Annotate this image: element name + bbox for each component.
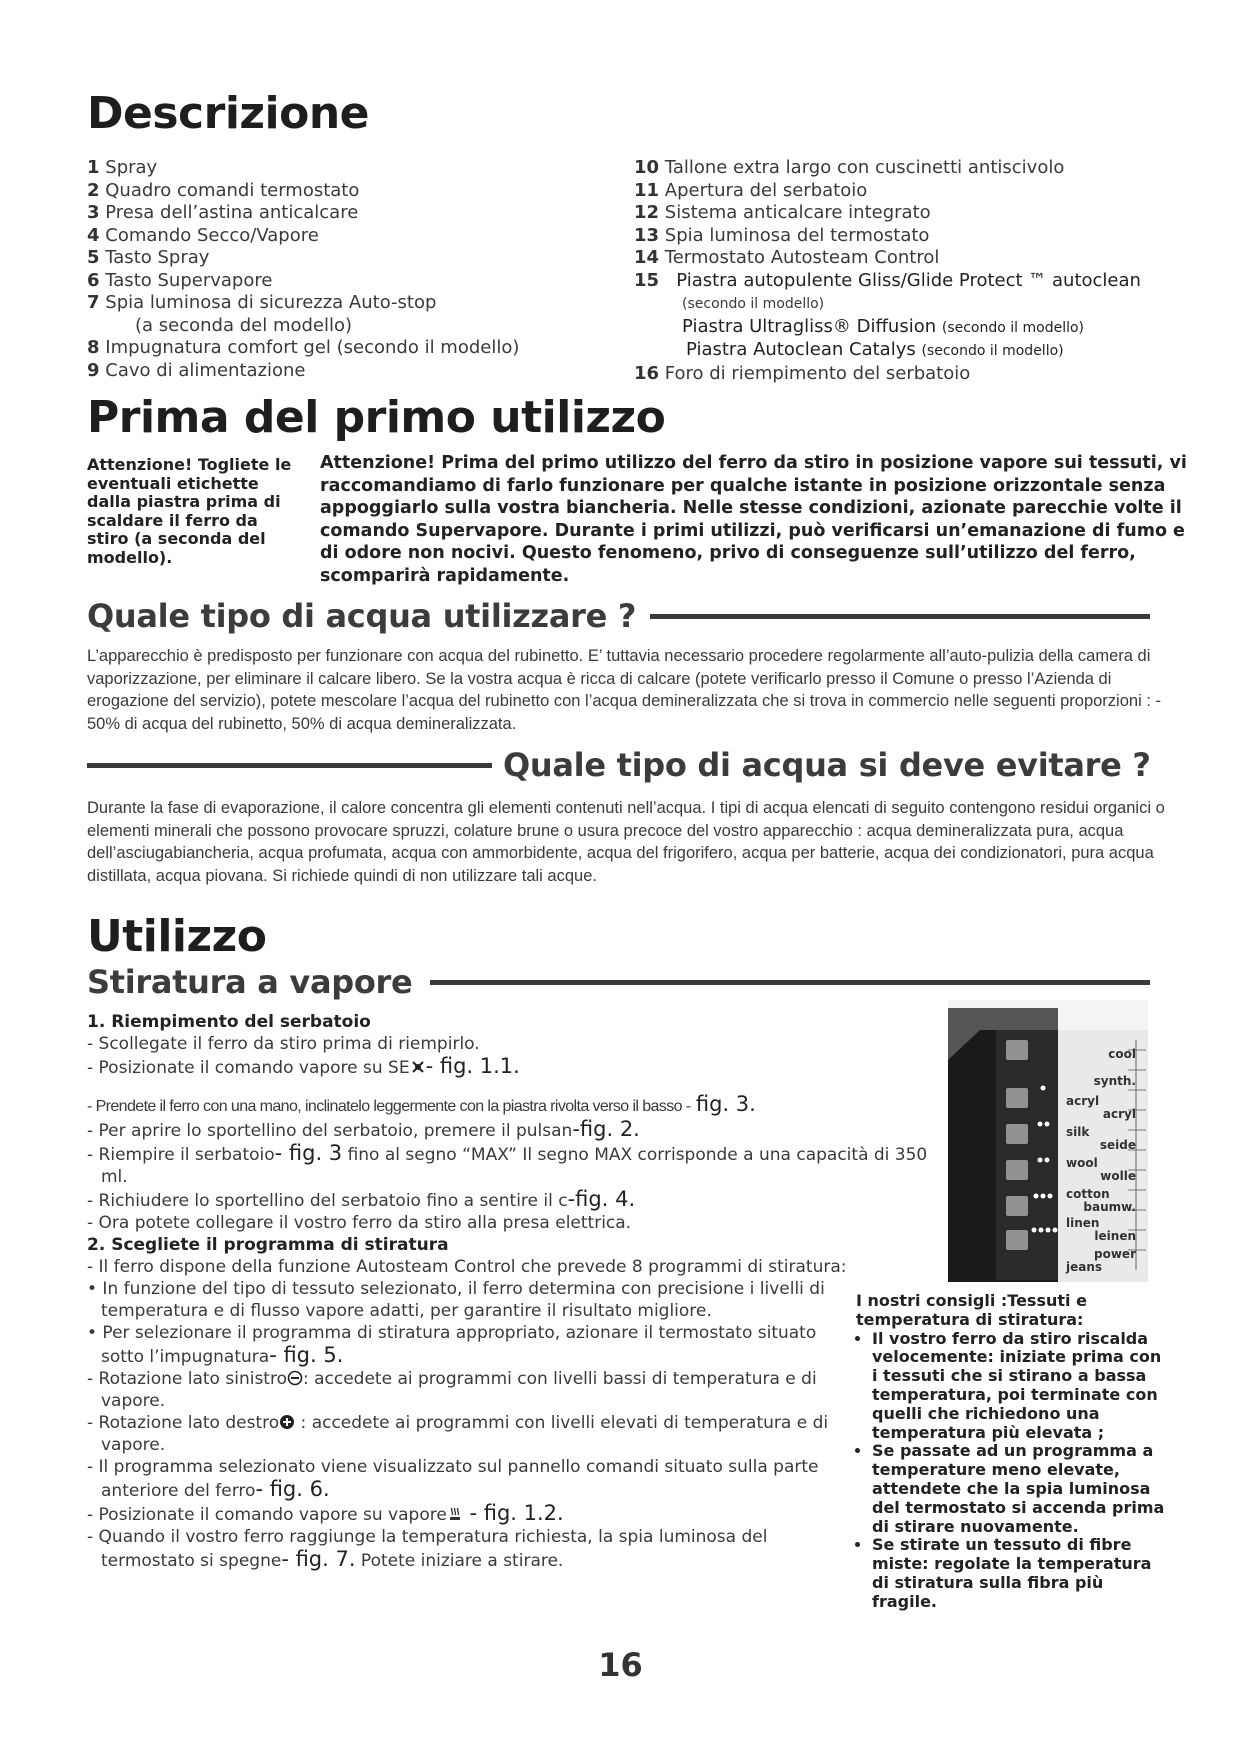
subtitle-stiratura: Stiratura a vapore: [87, 963, 413, 1001]
step-line: • Per selezionare il programma di stiratura appropriato, azionare il termostato situato: [87, 1323, 817, 1343]
tip-item: • Se stirate un tessuto di fibre miste: regolate la temperatura di stiratura sulla fibra più fragile.: [872, 1536, 1166, 1611]
list-item: Piastra Ultragliss® Diffusion (secondo il modello): [682, 315, 1085, 337]
description-list-right: [634, 157, 1194, 385]
minus-circle-icon: [287, 1370, 303, 1386]
title-rule: [87, 763, 492, 768]
list-item: 11 Apertura del serbatoio: [634, 179, 868, 201]
tip-item: • Se passate ad un programma a temperature meno elevate, attendete che la spia luminosa del termostato si accenda prima di stirare nuovamente.: [872, 1442, 1166, 1536]
tips-box: [856, 1292, 1166, 1612]
fabric-label: wool: [1066, 1156, 1098, 1170]
step-line: temperatura e di flusso vapore adatti, per garantire il risultato migliore.: [101, 1301, 712, 1321]
list-item: 14 Termostato Autosteam Control: [634, 247, 940, 268]
step-line: - Per aprire lo sportellino del serbatoio, premere il pulsan-fig. 2.: [87, 1117, 640, 1141]
tips-title: I nostri consigli :Tessuti e temperatura di stiratura:: [856, 1291, 1087, 1329]
plus-circle-icon: [279, 1414, 295, 1430]
steps-block: [87, 1011, 957, 1572]
prima-main-text: Attenzione! Prima del primo utilizzo del ferro da stiro in posizione vapore sui tessuti, vi raccomandiamo di farlo funzionare per qualche istante in posizione orizzontale senza appoggiarlo sulla vostra biancheria. Nelle stesse condizioni, azionate parecchie volte il comando Supervapore. Durante i primi utilizzi, può verificarsi un’emanazione di fumo e di odore non nocivi. Questo fenomeno, privo di conseguenze sull’utilizzo del ferro, scomparirà rapidamente.: [320, 453, 1187, 586]
step-line: - Posizionate il comando vapore su SE - fig. 1.1.: [87, 1054, 520, 1078]
dry-steam-off-icon: [410, 1059, 426, 1075]
fabric-label: cool: [1108, 1047, 1136, 1061]
list-item: 12 Sistema anticalcare integrato: [634, 202, 931, 223]
thermostat-labels: [1066, 1040, 1136, 1273]
section-title-descrizione: Descrizione: [87, 88, 370, 139]
fabric-label: power: [1094, 1247, 1136, 1261]
list-item: 4 Comando Secco/Vapore: [87, 224, 319, 246]
step-line: - Ora potete collegare il vostro ferro da stiro alla presa elettrica.: [87, 1213, 632, 1233]
page-number: 16: [598, 1646, 643, 1684]
list-item: 1 Spray: [87, 157, 158, 178]
prima-side-note: Attenzione! Togliete le eventuali etichette dalla piastra prima di scaldare il ferro da stiro (a seconda del modello).: [87, 455, 292, 567]
step-line: - Quando il vostro ferro raggiunge la temperatura richiesta, la spia luminosa del: [87, 1527, 768, 1547]
list-item: 13 Spia luminosa del termostato: [634, 224, 930, 246]
step-line: - Posizionate il comando vapore su vapore - fig. 1.2.: [87, 1501, 564, 1525]
title-rule: [430, 980, 1150, 985]
tip-item: • Il vostro ferro da stiro riscalda velocemente: iniziate prima con i tessuti che si stirano a bassa temperatura, poi terminate con quelli che richiedono una temperatura più elevata ;: [872, 1330, 1166, 1443]
step-line: - Rotazione lato destro : accedete ai programmi con livelli elevati di temperatura e di: [87, 1413, 829, 1433]
list-item: (secondo il modello): [682, 296, 825, 312]
list-item: (a seconda del modello): [135, 314, 353, 336]
fabric-label: seide: [1099, 1137, 1136, 1152]
fabric-label: synth.: [1093, 1073, 1136, 1088]
list-item: 16 Foro di riempimento del serbatoio: [634, 362, 971, 384]
fabric-label: acryl: [1102, 1106, 1136, 1121]
step-line: - Richiudere lo sportellino del serbatoio fino a sentire il c-fig. 4.: [87, 1187, 636, 1211]
list-item: 2 Quadro comandi termostato: [87, 179, 360, 201]
step-line: termostato si spegne- fig. 7. Potete iniziare a stirare.: [101, 1547, 564, 1571]
list-item: Piastra Autoclean Catalys (secondo il modello): [686, 339, 1064, 360]
list-item: 3 Presa dell’astina anticalcare: [87, 202, 359, 223]
fabric-label: leinen: [1094, 1228, 1136, 1243]
step-line: - Il ferro dispone della funzione Autosteam Control che prevede 8 programmi di stiratura:: [87, 1257, 847, 1277]
fabric-label: baumw.: [1083, 1199, 1136, 1214]
step-line: - Riempire il serbatoio- fig. 3 fino al segno “MAX” Il segno MAX corrisponde a una capacità di 350: [87, 1141, 928, 1165]
list-item: 7 Spia luminosa di sicurezza Auto-stop: [87, 292, 437, 313]
list-item: 5 Tasto Spray: [87, 247, 210, 268]
fabric-label: acryl: [1066, 1094, 1100, 1108]
step-line: - Il programma selezionato viene visualizzato sul pannello comandi situato sulla parte: [87, 1457, 819, 1477]
steam-icon: [447, 1506, 463, 1522]
section-title-acqua: Quale tipo di acqua utilizzare ?: [87, 597, 637, 635]
step-line: anteriore del ferro- fig. 6.: [101, 1477, 330, 1501]
fabric-label: cotton: [1066, 1187, 1110, 1201]
step-title: 1. Riempimento del serbatoio: [87, 1012, 371, 1032]
step-line: - Rotazione lato sinistro : accedete ai programmi con livelli bassi di temperatura e di: [87, 1369, 817, 1389]
section-title-prima: Prima del primo utilizzo: [87, 392, 666, 443]
list-item: 8 Impugnatura comfort gel (secondo il modello): [87, 337, 520, 358]
step-line: - Prendete il ferro con una mano, inclinatelo leggermente con la piastra rivolta verso il basso - fig. 3.: [87, 1092, 756, 1116]
title-rule: [650, 614, 1150, 619]
thermostat-panel-image: [948, 1000, 1148, 1282]
fabric-label: linen: [1066, 1216, 1100, 1230]
step-title: 2. Scegliete il programma di stiratura: [87, 1235, 449, 1255]
step-line: sotto l’impugnatura- fig. 5.: [101, 1343, 344, 1367]
list-item: 6 Tasto Supervapore: [87, 269, 273, 291]
list-item: 15 Piastra autopulente Gliss/Glide Protect ™ autoclean: [634, 269, 1141, 291]
step-line: vapore.: [101, 1391, 166, 1411]
step-line: - Scollegate il ferro da stiro prima di riempirlo.: [87, 1034, 480, 1054]
fabric-label: wolle: [1100, 1168, 1136, 1183]
section-title-utilizzo: Utilizzo: [87, 911, 267, 962]
step-line: vapore.: [101, 1435, 166, 1455]
list-item: 10 Tallone extra largo con cuscinetti antiscivolo: [634, 157, 1065, 178]
fabric-label: jeans: [1066, 1259, 1103, 1274]
list-item: 9 Cavo di alimentazione: [87, 359, 306, 381]
evitare-text: Durante la fase di evaporazione, il calore concentra gli elementi contenuti nell’acqua. I tipi di acqua elencati di seguito contengono residui organici o elementi minerali che possono provocare spruzzi, colature brune o usura precoce del vostro apparecchio : acqua demineralizzata pura, acqua dell’asciugabiancheria, acqua profumata, acqua con ammorbidente, acqua del frigorifero, acqua per batterie, acqua dei condizionatori, pura acqua distillata, acqua piovana. Si richiede quindi di non utilizzare tali acque.: [87, 799, 1165, 885]
step-line: • In funzione del tipo di tessuto selezionato, il ferro determina con precisione i livelli di: [87, 1279, 825, 1299]
section-title-evitare: Quale tipo di acqua si deve evitare ?: [503, 746, 1151, 784]
description-list-left: [87, 157, 607, 382]
acqua-text: L’apparecchio è predisposto per funzionare con acqua del rubinetto. E’ tuttavia necessario procedere regolarmente all’auto-pulizia della camera di vaporizzazione, per eliminare il calcare libero. Se la vostra acqua è ricca di calcare (potete verificarlo presso il Comune o presso l’Azienda di erogazione del servizio), potete mescolare l’acqua del rubinetto con l’acqua demineralizzata che si trova in commercio nelle seguenti proporzioni : - 50% di acqua del rubinetto, 50% di acqua demineralizzata.: [87, 647, 1161, 733]
step-line: ml.: [101, 1167, 128, 1187]
fabric-label: silk: [1066, 1125, 1090, 1139]
